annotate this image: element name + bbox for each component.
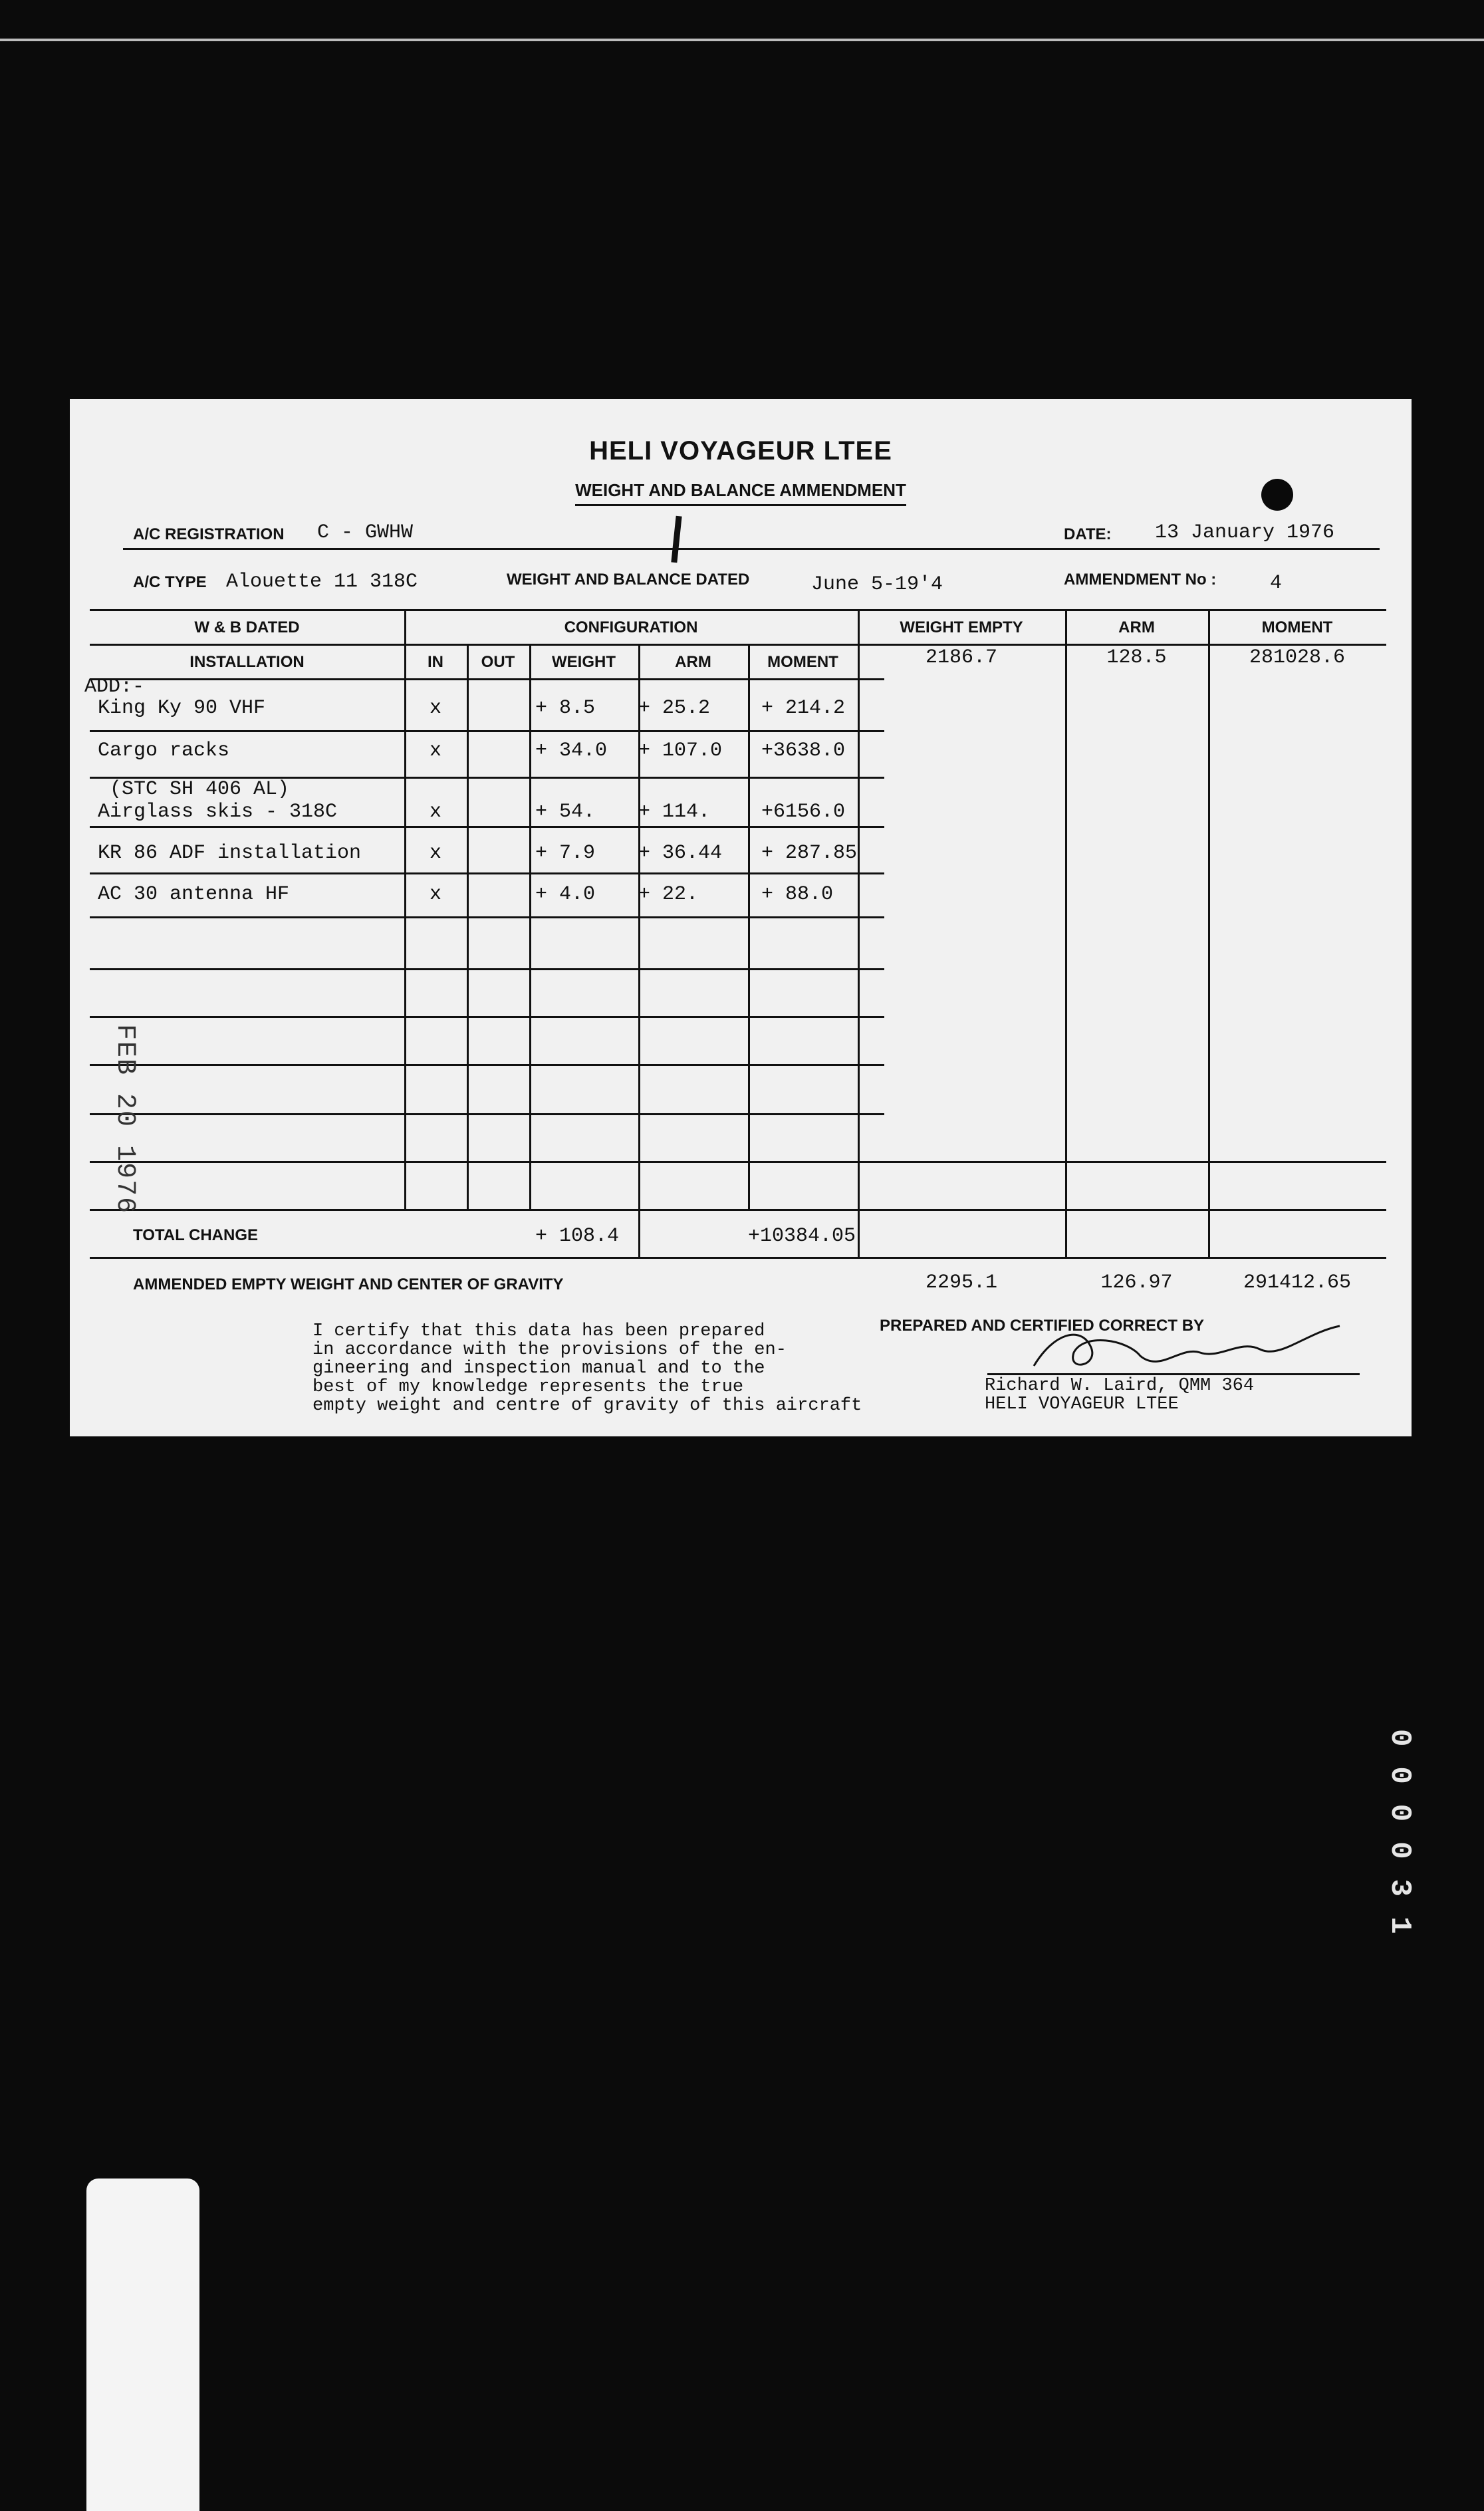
row-installation: Airglass skis - 318C: [98, 801, 338, 823]
row-in-mark: x: [429, 697, 441, 720]
header-weight-empty: WEIGHT EMPTY: [900, 618, 1023, 636]
certification-text: I certify that this data has been prepared in accordance with the provisions of the en- gineering and inspection manual and to the best of my knowledge represents the true empty weight and centre of gravity of this aircraft: [312, 1321, 862, 1416]
header-in: IN: [428, 653, 443, 671]
row-installation: AC 30 antenna HF: [98, 883, 290, 906]
wb-dated-value: June 5-19'4: [811, 573, 943, 596]
received-stamp: FEB 20 1976: [110, 1024, 140, 1215]
table-bottom-rule: [90, 1257, 1386, 1259]
row-rule: [90, 1016, 884, 1018]
row-weight: + 4.0: [535, 883, 596, 906]
row-installation: King Ky 90 VHF: [98, 697, 266, 720]
type-label: A/C TYPE: [133, 573, 207, 591]
wb-dated-label: WEIGHT AND BALANCE DATED: [507, 571, 750, 589]
baseline-weight-empty: 2186.7: [925, 646, 998, 669]
signature-mark: [1027, 1319, 1373, 1377]
row-installation: Cargo racks: [98, 739, 230, 762]
row-arm: + 25.2: [638, 697, 711, 720]
amendment-value: 4: [1270, 572, 1283, 595]
row-weight: + 8.5: [535, 697, 596, 720]
total-top-rule: [90, 1161, 1386, 1163]
header-mid-rule: [90, 644, 1386, 646]
total-change-label: TOTAL CHANGE: [133, 1226, 259, 1244]
col-rule: [1208, 609, 1210, 1257]
add-label: ADD:-: [84, 676, 145, 698]
row-moment: + 88.0: [761, 883, 834, 906]
total-moment: +10384.05: [748, 1225, 856, 1248]
film-leader-block: [86, 2179, 199, 2511]
col-rule: [467, 644, 469, 1209]
total-weight: + 108.4: [535, 1225, 620, 1248]
header-weight: WEIGHT: [552, 653, 616, 671]
row-rule: [90, 968, 884, 970]
date-label: DATE:: [1064, 525, 1112, 543]
row-in-mark: x: [429, 801, 441, 823]
row-rule: [90, 730, 884, 732]
header-bottom-rule: [90, 678, 884, 680]
film-edge-line: [0, 39, 1484, 41]
row-weight: + 7.9: [535, 842, 596, 864]
col-rule: [529, 644, 531, 1209]
amended-weight: 2295.1: [925, 1271, 998, 1294]
header-configuration: CONFIGURATION: [564, 618, 698, 636]
baseline-arm: 128.5: [1106, 646, 1167, 669]
info-rule-1: [123, 548, 1380, 550]
header-arm: ARM: [675, 653, 711, 671]
row-in-mark: x: [429, 842, 441, 864]
amended-label: AMMENDED EMPTY WEIGHT AND CENTER OF GRAVITY: [133, 1275, 564, 1293]
amended-arm: 126.97: [1100, 1271, 1173, 1294]
amended-moment: 291412.65: [1243, 1271, 1352, 1294]
baseline-moment: 281028.6: [1249, 646, 1346, 669]
signer-block: Richard W. Laird, QMM 364 HELI VOYAGEUR LTEE: [985, 1376, 1255, 1414]
row-arm: + 22.: [638, 883, 699, 906]
registration-label: A/C REGISTRATION: [133, 525, 285, 543]
row-weight: + 34.0: [535, 739, 608, 762]
company-title: HELI VOYAGEUR LTEE: [589, 436, 892, 465]
col-rule: [1065, 609, 1067, 1257]
header-arm-right: ARM: [1118, 618, 1155, 636]
row-arm: + 36.44: [638, 842, 723, 864]
row-note: (STC SH 406 AL): [110, 778, 290, 801]
row-moment: + 214.2: [761, 697, 846, 720]
signature-line: [987, 1373, 1360, 1375]
frame-number: 000031: [1383, 1729, 1416, 1954]
date-value: 13 January 1976: [1155, 521, 1335, 544]
header-moment-right: MOMENT: [1261, 618, 1333, 636]
row-arm: + 107.0: [638, 739, 723, 762]
table-top-rule: [90, 609, 1386, 611]
registration-value: C - GWHW: [317, 521, 414, 544]
header-moment: MOMENT: [767, 653, 838, 671]
header-installation: INSTALLATION: [189, 653, 305, 671]
type-value: Alouette 11 318C: [226, 571, 418, 593]
punch-hole: [1261, 479, 1293, 511]
row-rule: [90, 916, 884, 918]
col-rule: [748, 644, 750, 1209]
row-moment: +6156.0: [761, 801, 846, 823]
row-moment: +3638.0: [761, 739, 846, 762]
row-in-mark: x: [429, 883, 441, 906]
form-title: WEIGHT AND BALANCE AMMENDMENT: [70, 480, 1412, 501]
col-rule: [858, 609, 860, 1257]
pen-mark: [671, 516, 681, 563]
row-weight: + 54.: [535, 801, 596, 823]
row-arm: + 114.: [638, 801, 711, 823]
col-rule: [638, 644, 640, 1257]
row-installation: KR 86 ADF installation: [98, 842, 362, 864]
weight-balance-form: [70, 399, 1412, 1436]
row-in-mark: x: [429, 739, 441, 762]
prepared-by-label: PREPARED AND CERTIFIED CORRECT BY: [880, 1317, 1205, 1335]
header-out: OUT: [481, 653, 515, 671]
row-moment: + 287.85: [761, 842, 858, 864]
row-rule: [90, 826, 884, 828]
row-rule: [90, 872, 884, 874]
row-rule: [90, 1064, 884, 1066]
amended-top-rule: [90, 1209, 1386, 1211]
row-rule: [90, 1113, 884, 1115]
amendment-label: AMMENDMENT No :: [1064, 571, 1217, 589]
header-wb-dated: W & B DATED: [194, 618, 300, 636]
